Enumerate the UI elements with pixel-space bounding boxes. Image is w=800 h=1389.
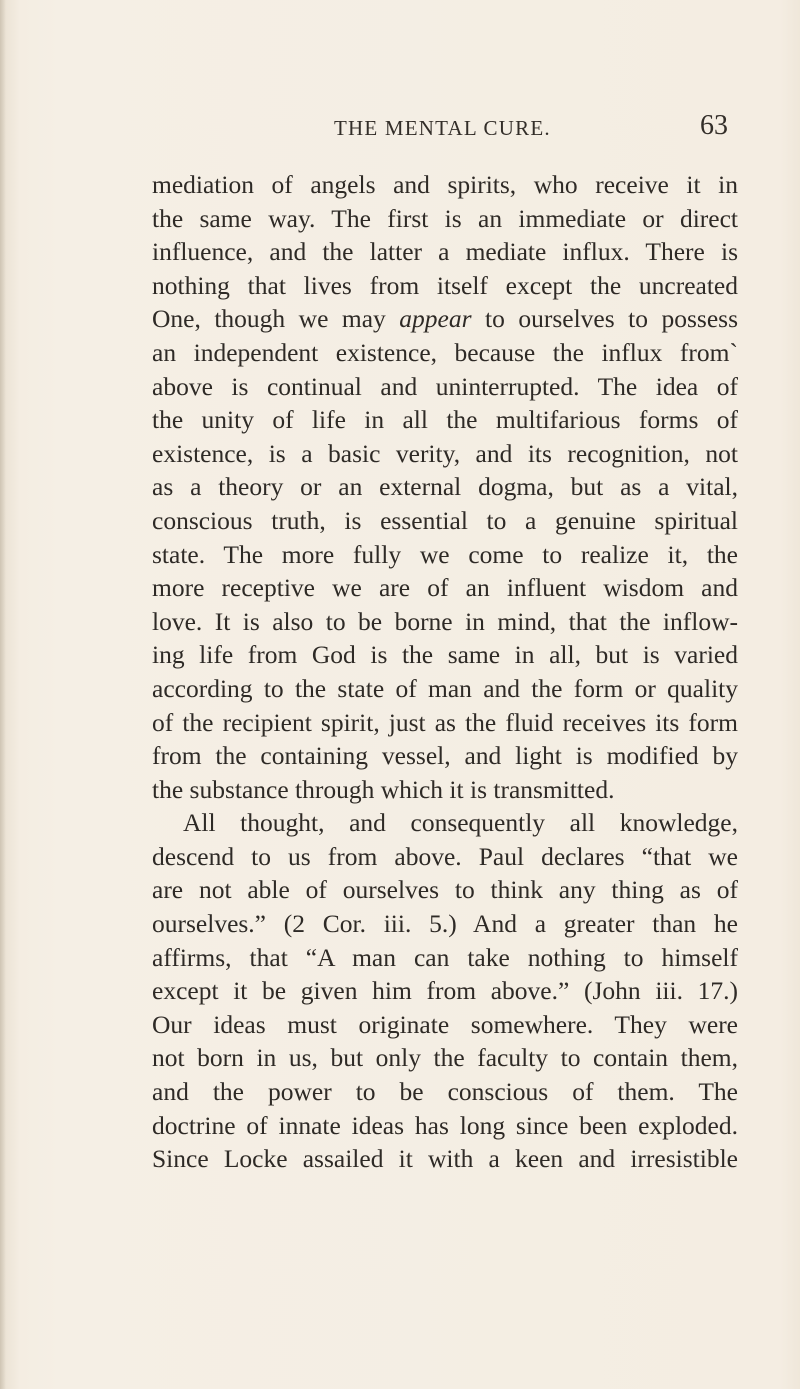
text-line: above is continual and uninterrupted. The idea of: [152, 371, 738, 401]
text-line-paragraph-start: All thought, and consequently all knowledge,: [183, 808, 738, 838]
text-line: according to the state of man and the form or quality: [152, 673, 738, 703]
body-text: [152, 168, 738, 1176]
text-line: conscious truth, is essential to a genuine spiritual: [152, 505, 738, 535]
text-line: the unity of life in all the multifarious forms of: [152, 405, 738, 435]
text-line: state. The more fully we come to realize it, the: [152, 539, 738, 569]
line-text-part: One, though we may: [152, 304, 400, 334]
text-line: an independent existence, because the influx from`: [152, 337, 738, 367]
line-text-part: to ourselves to possess: [471, 304, 738, 334]
running-head: THE MENTAL CURE.: [334, 116, 551, 140]
page-number: 63: [700, 110, 728, 141]
text-line: the substance through which it is transmitted.: [152, 774, 615, 804]
text-line: affirms, that “A man can take nothing to himself: [152, 942, 738, 972]
text-line: and the power to be conscious of them. The: [152, 1077, 738, 1107]
text-line: ourselves.” (2 Cor. iii. 5.) And a greater than he: [152, 909, 738, 939]
text-line: are not able of ourselves to think any thing as of: [152, 875, 738, 905]
text-line: the same way. The first is an immediate or direct: [152, 203, 738, 233]
text-line: love. It is also to be borne in mind, that the inflow-: [152, 606, 738, 636]
text-line: descend to us from above. Paul declares “that we: [152, 841, 738, 871]
text-line: ing life from God is the same in all, but is varied: [152, 640, 738, 670]
text-line: [152, 302, 738, 336]
emphasized-word: appear: [399, 304, 472, 334]
text-line: not born in us, but only the faculty to contain them,: [152, 1043, 738, 1073]
text-line: doctrine of innate ideas has long since been exploded.: [152, 1110, 738, 1140]
text-line: existence, is a basic verity, and its recognition, not: [152, 438, 738, 468]
text-line: nothing that lives from itself except the uncreated: [152, 270, 738, 300]
text-line: more receptive we are of an influent wisdom and: [152, 573, 738, 603]
page-gutter-shadow: [0, 0, 6, 1389]
text-line: as a theory or an external dogma, but as a vital,: [152, 472, 738, 502]
text-line: Our ideas must originate somewhere. They were: [152, 1009, 738, 1039]
text-line: of the recipient spirit, just as the fluid receives its form: [152, 707, 738, 737]
page-header: [0, 106, 800, 146]
text-line: from the containing vessel, and light is modified by: [152, 741, 738, 771]
text-line: mediation of angels and spirits, who receive it in: [152, 170, 738, 199]
text-line: Since Locke assailed it with a keen and irresistible: [152, 1144, 738, 1174]
text-line: except it be given him from above.” (John iii. 17.): [152, 976, 738, 1006]
text-line: influence, and the latter a mediate influx. There is: [152, 237, 738, 267]
